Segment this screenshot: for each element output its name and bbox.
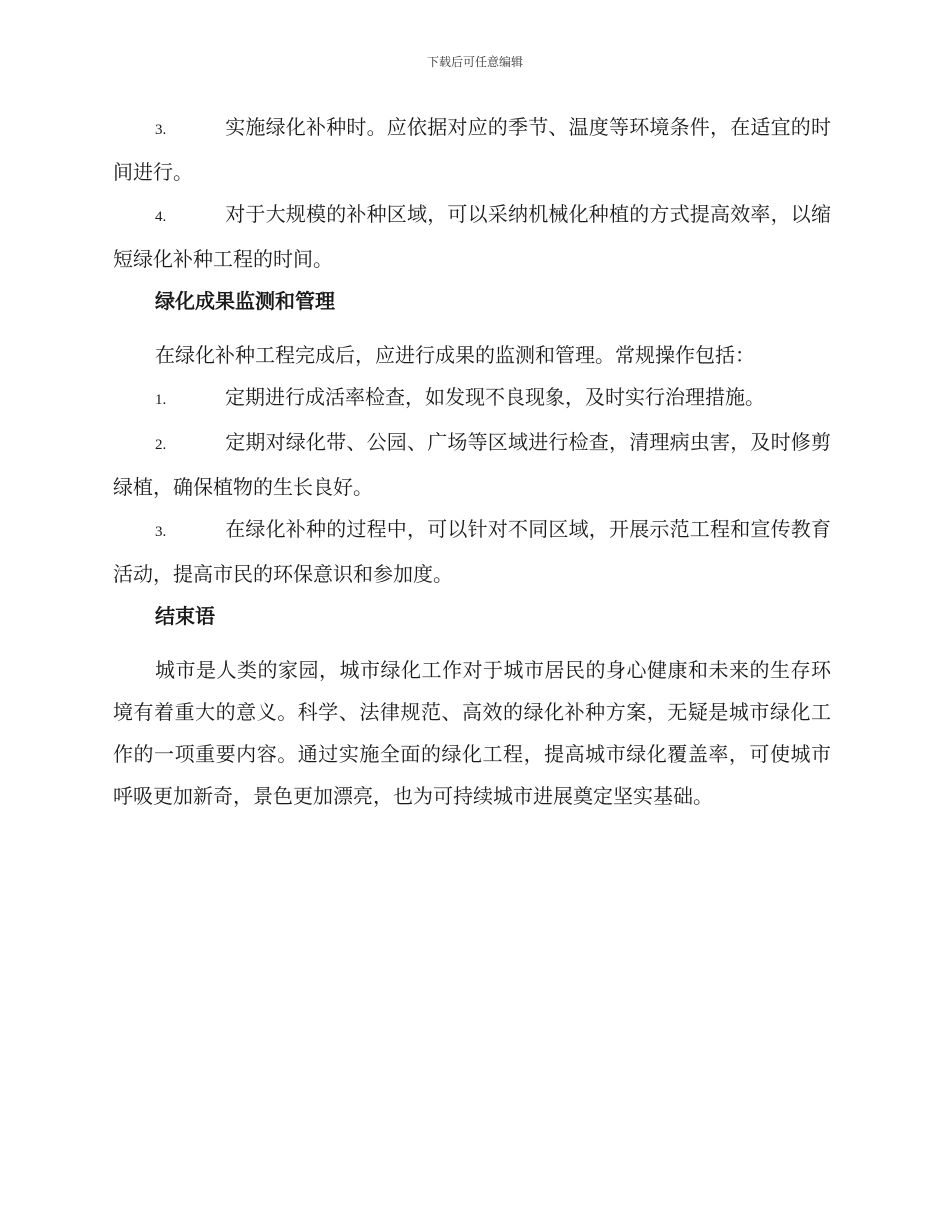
list-text: 定期进行成活率检查，如发现不良现象，及时实行治理措施。 [225, 385, 765, 409]
list-text: 实施绿化补种时。应依据对应的季节、温度等环境条件，在适宜的时间进行。 [113, 115, 831, 184]
list-text: 在绿化补种的过程中，可以针对不同区域，开展示范工程和宣传教育活动，提高市民的环保意识和参加度。 [113, 517, 831, 586]
list-number: 3. [155, 122, 167, 138]
page-header: 下载后可任意编辑 [426, 55, 523, 69]
list-item [113, 421, 831, 508]
section-heading-conclusion: 结束语 [155, 604, 215, 628]
document-body [113, 106, 831, 817]
list-item [113, 106, 831, 193]
list-number: 3. [155, 524, 167, 540]
list-number: 4. [155, 209, 167, 225]
section-intro: 在绿化补种工程完成后，应进行成果的监测和管理。常规操作包括： [155, 343, 755, 367]
list-number: 2. [155, 437, 167, 453]
list-text: 定期对绿化带、公园、广场等区域进行检查，清理病虫害，及时修剪绿植，确保植物的生长良好。 [113, 430, 831, 499]
list-number: 1. [155, 392, 167, 408]
conclusion-paragraph: 城市是人类的家园，城市绿化工作对于城市居民的身心健康和未来的生存环境有着重大的意义。科学、法律规范、高效的绿化补种方案，无疑是城市绿化工作的一项重要内容。通过实施全面的绿化工程，提高城市绿化覆盖率，可使城市呼吸更加新奇，景色更加漂亮，也为可持续城市进展奠定坚实基础。 [113, 658, 831, 808]
list-text: 对于大规模的补种区域，可以采纳机械化种植的方式提高效率，以缩短绿化补种工程的时间。 [113, 202, 831, 271]
list-item [113, 508, 831, 595]
list-item [113, 193, 831, 280]
list-item [113, 376, 831, 421]
section-heading-monitoring: 绿化成果监测和管理 [155, 289, 335, 313]
